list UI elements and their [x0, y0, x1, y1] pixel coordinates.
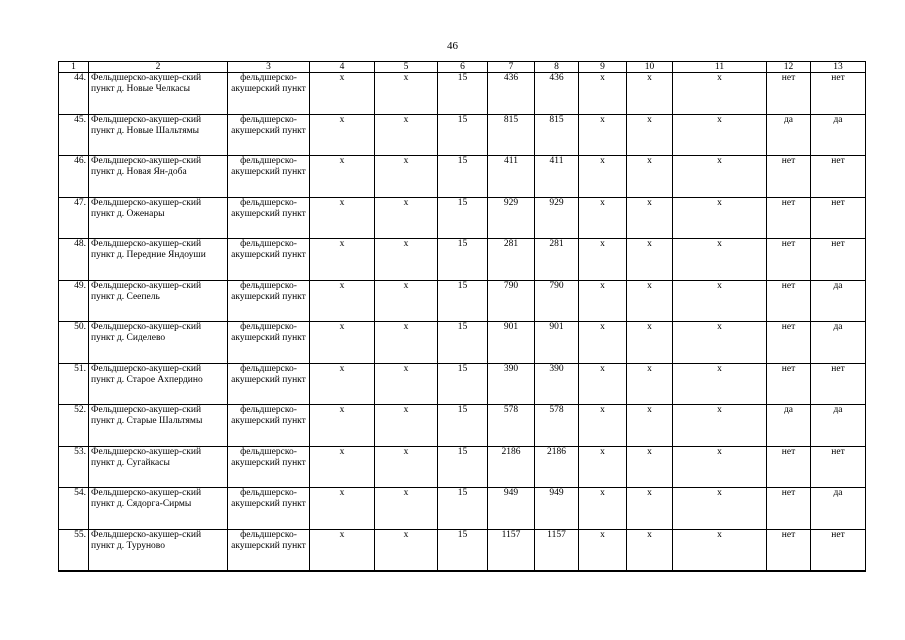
facility-type: фельдшерско-акушерский пункт: [228, 156, 310, 198]
col-6-value: 15: [438, 446, 488, 488]
col-13-value: нет: [811, 529, 866, 571]
col-9-value: х: [579, 405, 627, 447]
col-12-value: нет: [767, 529, 811, 571]
col-4-value: х: [310, 529, 375, 571]
facility-name: Фельдшерско-акушер-ский пункт д. Туруново: [89, 529, 228, 571]
facility-type: фельдшерско-акушерский пункт: [228, 488, 310, 530]
facilities-table: [58, 61, 866, 572]
col-10-value: х: [627, 446, 673, 488]
col-11-value: х: [673, 280, 767, 322]
col-8-value: 790: [535, 280, 579, 322]
column-header-4: 4: [310, 62, 375, 73]
col-9-value: х: [579, 156, 627, 198]
col-13-value: нет: [811, 197, 866, 239]
column-header-2: 2: [89, 62, 228, 73]
col-5-value: х: [375, 488, 438, 530]
col-7-value: 901: [488, 322, 535, 364]
facility-name: Фельдшерско-акушер-ский пункт д. Передние Яндоуши: [89, 239, 228, 281]
col-5-value: х: [375, 446, 438, 488]
row-number: 50.: [59, 322, 89, 364]
col-11-value: х: [673, 405, 767, 447]
column-header-8: 8: [535, 62, 579, 73]
col-7-value: 411: [488, 156, 535, 198]
column-header-3: 3: [228, 62, 310, 73]
facility-name: Фельдшерско-акушер-ский пункт д. Сугайкасы: [89, 446, 228, 488]
table-row: [59, 322, 866, 364]
col-12-value: нет: [767, 322, 811, 364]
table-row: [59, 363, 866, 405]
col-6-value: 15: [438, 405, 488, 447]
table-row: [59, 114, 866, 156]
col-4-value: х: [310, 488, 375, 530]
col-4-value: х: [310, 239, 375, 281]
col-13-value: нет: [811, 73, 866, 115]
col-13-value: да: [811, 114, 866, 156]
col-8-value: 815: [535, 114, 579, 156]
col-12-value: нет: [767, 239, 811, 281]
col-11-value: х: [673, 363, 767, 405]
table-row: [59, 488, 866, 530]
col-10-value: х: [627, 73, 673, 115]
col-5-value: х: [375, 114, 438, 156]
col-7-value: 815: [488, 114, 535, 156]
col-8-value: 578: [535, 405, 579, 447]
col-6-value: 15: [438, 529, 488, 571]
col-10-value: х: [627, 239, 673, 281]
col-13-value: нет: [811, 239, 866, 281]
col-7-value: 929: [488, 197, 535, 239]
col-9-value: х: [579, 280, 627, 322]
col-8-value: 1157: [535, 529, 579, 571]
col-6-value: 15: [438, 239, 488, 281]
row-number: 46.: [59, 156, 89, 198]
facility-type: фельдшерско-акушерский пункт: [228, 529, 310, 571]
facility-type: фельдшерско-акушерский пункт: [228, 197, 310, 239]
row-number: 44.: [59, 73, 89, 115]
col-7-value: 1157: [488, 529, 535, 571]
col-8-value: 949: [535, 488, 579, 530]
column-header-1: 1: [59, 62, 89, 73]
col-4-value: х: [310, 322, 375, 364]
column-header-12: 12: [767, 62, 811, 73]
col-12-value: нет: [767, 488, 811, 530]
col-12-value: нет: [767, 197, 811, 239]
col-11-value: х: [673, 322, 767, 364]
col-8-value: 929: [535, 197, 579, 239]
col-6-value: 15: [438, 488, 488, 530]
col-4-value: х: [310, 446, 375, 488]
col-6-value: 15: [438, 73, 488, 115]
col-11-value: х: [673, 197, 767, 239]
col-4-value: х: [310, 73, 375, 115]
col-9-value: х: [579, 114, 627, 156]
col-9-value: х: [579, 529, 627, 571]
col-11-value: х: [673, 114, 767, 156]
col-8-value: 281: [535, 239, 579, 281]
col-7-value: 790: [488, 280, 535, 322]
col-12-value: нет: [767, 363, 811, 405]
col-9-value: х: [579, 322, 627, 364]
col-13-value: нет: [811, 446, 866, 488]
col-5-value: х: [375, 239, 438, 281]
col-9-value: х: [579, 197, 627, 239]
col-6-value: 15: [438, 156, 488, 198]
col-8-value: 411: [535, 156, 579, 198]
col-4-value: х: [310, 156, 375, 198]
facility-type: фельдшерско-акушерский пункт: [228, 73, 310, 115]
col-7-value: 2186: [488, 446, 535, 488]
col-12-value: нет: [767, 280, 811, 322]
table-row: [59, 446, 866, 488]
col-6-value: 15: [438, 197, 488, 239]
col-13-value: нет: [811, 156, 866, 198]
col-6-value: 15: [438, 363, 488, 405]
col-7-value: 390: [488, 363, 535, 405]
col-10-value: х: [627, 363, 673, 405]
col-8-value: 436: [535, 73, 579, 115]
col-6-value: 15: [438, 114, 488, 156]
col-10-value: х: [627, 322, 673, 364]
col-5-value: х: [375, 73, 438, 115]
row-number: 47.: [59, 197, 89, 239]
col-10-value: х: [627, 280, 673, 322]
col-4-value: х: [310, 114, 375, 156]
col-6-value: 15: [438, 322, 488, 364]
row-number: 49.: [59, 280, 89, 322]
row-number: 52.: [59, 405, 89, 447]
facility-name: Фельдшерско-акушер-ский пункт д. Новые Челкасы: [89, 73, 228, 115]
facility-type: фельдшерско-акушерский пункт: [228, 280, 310, 322]
col-5-value: х: [375, 405, 438, 447]
col-12-value: да: [767, 114, 811, 156]
facility-type: фельдшерско-акушерский пункт: [228, 239, 310, 281]
facility-name: Фельдшерско-акушер-ский пункт д. Сиделево: [89, 322, 228, 364]
col-5-value: х: [375, 363, 438, 405]
facility-type: фельдшерско-акушерский пункт: [228, 363, 310, 405]
col-7-value: 436: [488, 73, 535, 115]
col-6-value: 15: [438, 280, 488, 322]
column-header-13: 13: [811, 62, 866, 73]
col-5-value: х: [375, 529, 438, 571]
col-11-value: х: [673, 529, 767, 571]
row-number: 45.: [59, 114, 89, 156]
table-row: [59, 239, 866, 281]
col-7-value: 281: [488, 239, 535, 281]
col-11-value: х: [673, 239, 767, 281]
col-10-value: х: [627, 529, 673, 571]
column-header-7: 7: [488, 62, 535, 73]
row-number: 54.: [59, 488, 89, 530]
facility-name: Фельдшерско-акушер-ский пункт д. Старое Ахпердино: [89, 363, 228, 405]
col-7-value: 949: [488, 488, 535, 530]
col-13-value: нет: [811, 363, 866, 405]
col-10-value: х: [627, 156, 673, 198]
col-9-value: х: [579, 363, 627, 405]
table-row: [59, 405, 866, 447]
facility-name: Фельдшерско-акушер-ский пункт д. Сеепель: [89, 280, 228, 322]
col-5-value: х: [375, 197, 438, 239]
facility-type: фельдшерско-акушерский пункт: [228, 322, 310, 364]
table-body: [59, 73, 866, 571]
col-12-value: нет: [767, 73, 811, 115]
column-header-5: 5: [375, 62, 438, 73]
col-10-value: х: [627, 405, 673, 447]
col-4-value: х: [310, 405, 375, 447]
col-13-value: да: [811, 322, 866, 364]
col-4-value: х: [310, 363, 375, 405]
col-8-value: 2186: [535, 446, 579, 488]
col-12-value: да: [767, 405, 811, 447]
table-row: [59, 156, 866, 198]
page-number: 46: [447, 40, 458, 52]
facility-type: фельдшерско-акушерский пункт: [228, 405, 310, 447]
facility-name: Фельдшерско-акушер-ский пункт д. Новая Ян-доба: [89, 156, 228, 198]
col-4-value: х: [310, 280, 375, 322]
col-11-value: х: [673, 156, 767, 198]
col-13-value: да: [811, 488, 866, 530]
facility-name: Фельдшерско-акушер-ский пункт д. Новые Шальтямы: [89, 114, 228, 156]
row-number: 53.: [59, 446, 89, 488]
row-number: 48.: [59, 239, 89, 281]
col-9-value: х: [579, 239, 627, 281]
col-9-value: х: [579, 446, 627, 488]
column-header-9: 9: [579, 62, 627, 73]
col-9-value: х: [579, 488, 627, 530]
row-number: 51.: [59, 363, 89, 405]
row-number: 55.: [59, 529, 89, 571]
facility-type: фельдшерско-акушерский пункт: [228, 446, 310, 488]
col-9-value: х: [579, 73, 627, 115]
col-13-value: да: [811, 405, 866, 447]
col-10-value: х: [627, 197, 673, 239]
table-row: [59, 529, 866, 571]
col-7-value: 578: [488, 405, 535, 447]
table-row: [59, 197, 866, 239]
table-row: [59, 280, 866, 322]
col-11-value: х: [673, 446, 767, 488]
col-5-value: х: [375, 322, 438, 364]
table-row: [59, 73, 866, 115]
facility-name: Фельдшерско-акушер-ский пункт д. Оженары: [89, 197, 228, 239]
col-4-value: х: [310, 197, 375, 239]
col-8-value: 901: [535, 322, 579, 364]
col-12-value: нет: [767, 156, 811, 198]
header-row: [59, 62, 866, 73]
column-header-11: 11: [673, 62, 767, 73]
col-11-value: х: [673, 73, 767, 115]
facility-type: фельдшерско-акушерский пункт: [228, 114, 310, 156]
column-header-10: 10: [627, 62, 673, 73]
col-8-value: 390: [535, 363, 579, 405]
col-13-value: да: [811, 280, 866, 322]
facility-name: Фельдшерско-акушер-ский пункт д. Старые Шальтямы: [89, 405, 228, 447]
col-12-value: нет: [767, 446, 811, 488]
col-5-value: х: [375, 156, 438, 198]
facility-name: Фельдшерско-акушер-ский пункт д. Сядорга-Сирмы: [89, 488, 228, 530]
col-10-value: х: [627, 488, 673, 530]
col-5-value: х: [375, 280, 438, 322]
col-11-value: х: [673, 488, 767, 530]
column-header-6: 6: [438, 62, 488, 73]
col-10-value: х: [627, 114, 673, 156]
